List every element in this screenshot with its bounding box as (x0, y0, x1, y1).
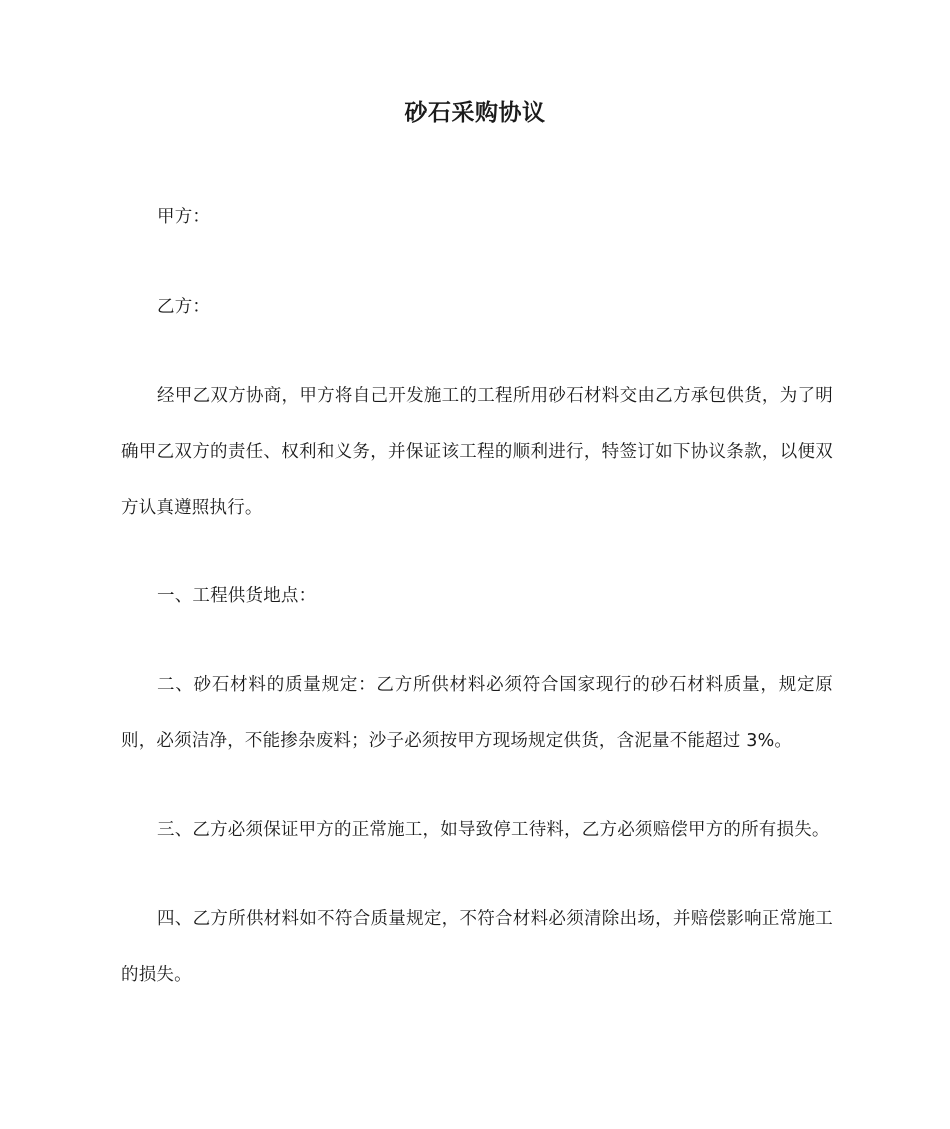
clause-1-delivery-location: 一、工程供货地点： (157, 586, 317, 606)
intro-paragraph: 经甲乙双方协商，甲方将自己开发施工的工程所用砂石材料交由乙方承包供货，为了明确甲乙双方的责任、权利和义务，并保证该工程的顺利进行，特签订如下协议条款，以便双方认真遵照执行。 (121, 386, 833, 518)
document-title: 砂石采购协议 (404, 100, 546, 126)
party-b-line: 乙方： (157, 297, 211, 317)
party-a-line: 甲方： (157, 207, 211, 227)
clause-2-quality-requirements: 二、砂石材料的质量规定：乙方所供材料必须符合国家现行的砂石材料质量，规定原则，必须洁净，不能掺杂废料；沙子必须按甲方现场规定供货，含泥量不能超过 3%。 (121, 675, 833, 751)
clause-4-nonconforming-materials: 四、乙方所供材料如不符合质量规定，不符合材料必须清除出场，并赔偿影响正常施工的损失。 (121, 909, 833, 985)
clause-3-supply-guarantee: 三、乙方必须保证甲方的正常施工，如导致停工待料，乙方必须赔偿甲方的所有损失。 (157, 820, 830, 840)
